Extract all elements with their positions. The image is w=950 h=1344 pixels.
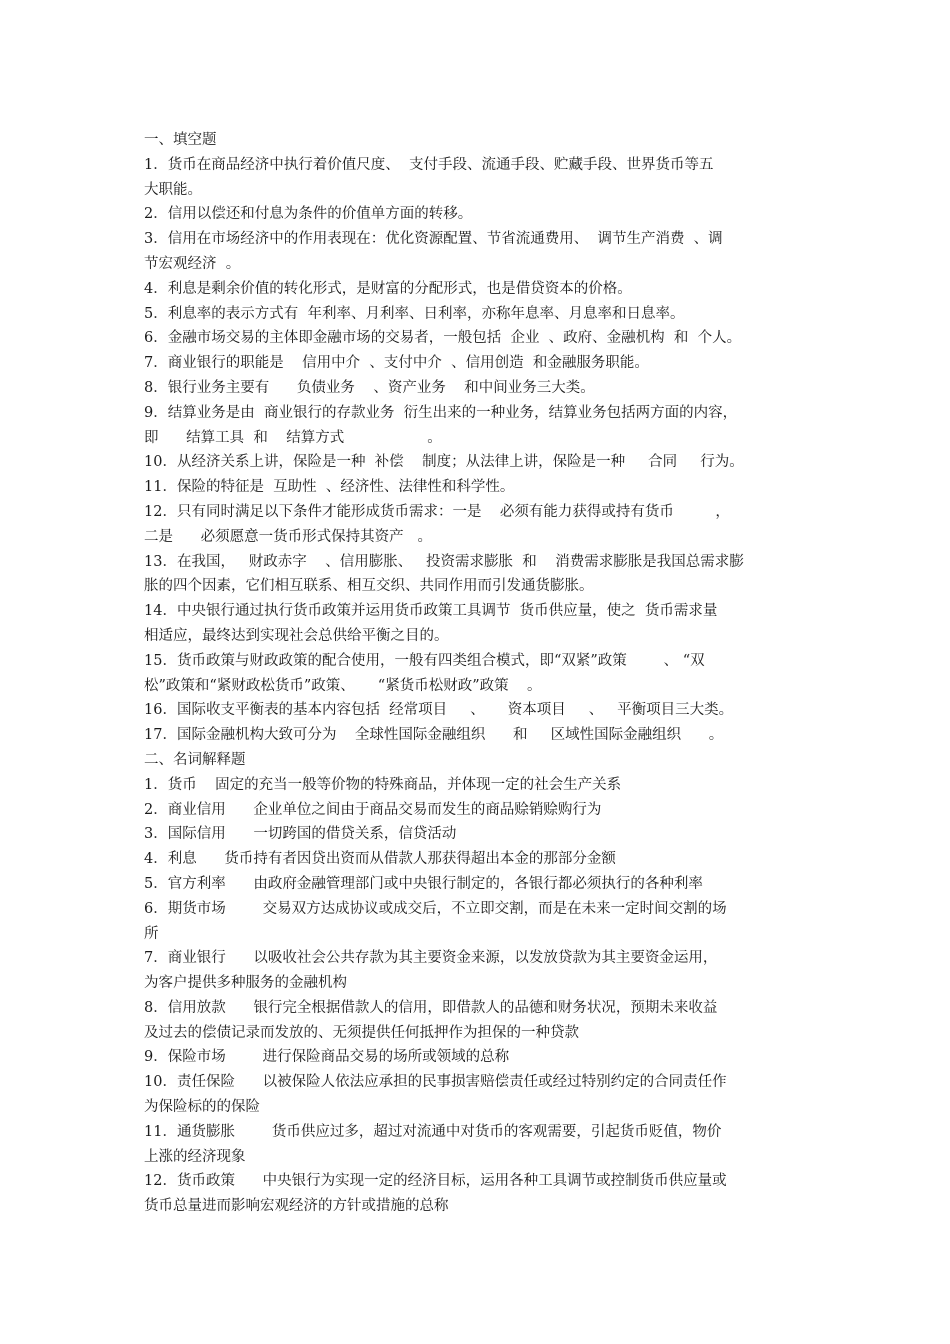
text-line: 4．利息是剩余价值的转化形式，是财富的分配形式，也是借贷资本的价格。 — [144, 280, 632, 297]
text-line: 3．信用在市场经济中的作用表现在：优化资源配置、节省流通费用、 调节生产消费 、调 — [144, 231, 723, 248]
section-heading: 二、名词解释题 — [144, 751, 246, 768]
text-line: 11．通货膨胀 货币供应过多，超过对流通中对货币的客观需要，引起货币贬值，物价 — [144, 1123, 722, 1140]
text-line: 即 结算工具 和 结算方式 。 — [144, 429, 442, 446]
text-line: 13．在我国， 财政赤字 、信用膨胀、 投资需求膨胀 和 消费需求膨胀是我国总需求膨 — [144, 553, 744, 570]
text-line: 为客户提供多种服务的金融机构 — [144, 975, 347, 992]
text-line: 3．国际信用 一切跨国的借贷关系，信贷活动 — [144, 826, 457, 843]
text-line: 1．货币 固定的充当一般等价物的特殊商品，并体现一定的社会生产关系 — [144, 776, 622, 793]
text-line: 4．利息 货币持有者因贷出资而从借款人那获得超出本金的那部分金额 — [144, 851, 616, 868]
text-line: 15．货币政策与财政政策的配合使用，一般有四类组合模式，即“双紧”政策 、 “双 — [144, 652, 705, 669]
text-line: 17．国际金融机构大致可分为 全球性国际金融组织 和 区域性国际金融组织 。 — [144, 727, 724, 744]
text-line: 为保险标的的保险 — [144, 1099, 260, 1116]
text-line: 12．货币政策 中央银行为实现一定的经济目标，运用各种工具调节或控制货币供应量或 — [144, 1173, 727, 1190]
text-line: 7．商业银行 以吸收社会公共存款为其主要资金来源，以发放贷款为其主要资金运用， — [144, 950, 718, 967]
text-line: 8．银行业务主要有 负债业务 、资产业务 和中间业务三大类。 — [144, 379, 595, 396]
text-line: 节宏观经济 。 — [144, 255, 241, 272]
text-line: 二是 必须愿意一货币形式保持其资产 。 — [144, 528, 432, 545]
text-line: 9．结算业务是由 商业银行的存款业务 衍生出来的一种业务，结算业务包括两方面的内容， — [144, 404, 738, 421]
text-line: 9．保险市场 进行保险商品交易的场所或领域的总称 — [144, 1049, 510, 1066]
text-line: 10．从经济关系上讲，保险是一种 补偿 制度；从法律上讲，保险是一种 合同 行为。 — [144, 454, 744, 471]
text-line: 松”政策和“紧财政松货币”政策、 “紧货币松财政”政策 。 — [144, 677, 542, 694]
text-line: 8．信用放款 银行完全根据借款人的信用，即借款人的品德和财务状况，预期未来收益 — [144, 999, 718, 1016]
text-line: 7．商业银行的职能是 信用中介 、支付中介 、信用创造 和金融服务职能。 — [144, 355, 649, 372]
text-line: 5．官方利率 由政府金融管理部门或中央银行制定的，各银行都必须执行的各种利率 — [144, 875, 703, 892]
text-line: 上涨的经济现象 — [144, 1148, 246, 1165]
text-line: 1．货币在商品经济中执行着价值尺度、 支付手段、流通手段、贮藏手段、世界货币等五 — [144, 156, 714, 173]
text-line: 12．只有同时满足以下条件才能形成货币需求：一是 必须有能力获得或持有货币 ， — [144, 503, 730, 520]
text-line: 11．保险的特征是 互助性 、经济性、法律性和科学性。 — [144, 479, 515, 496]
text-line: 大职能。 — [144, 181, 202, 198]
text-line: 2．信用以偿还和付息为条件的价值单方面的转移。 — [144, 206, 473, 223]
text-line: 2．商业信用 企业单位之间由于商品交易而发生的商品赊销赊购行为 — [144, 801, 602, 818]
text-line: 6．期货市场 交易双方达成协议或成交后，不立即交割，而是在未来一定时间交割的场 — [144, 900, 727, 917]
text-line: 6．金融市场交易的主体即金融市场的交易者，一般包括 企业 、政府、金融机构 和 个人。 — [144, 330, 742, 347]
text-line: 及过去的偿债记录而发放的、无须提供任何抵押作为担保的一种贷款 — [144, 1024, 579, 1041]
section-heading: 一、填空题 — [144, 132, 217, 148]
text-line: 16．国际收支平衡表的基本内容包括 经常项目 、 资本项目 、 平衡项目三大类。 — [144, 702, 734, 719]
text-line: 5．利息率的表示方式有 年利率、月利率、日利率，亦称年息率、月息率和日息率。 — [144, 305, 685, 322]
document-page — [144, 128, 814, 1219]
text-line: 相适应，最终达到实现社会总供给平衡之目的。 — [144, 627, 449, 644]
text-line: 货币总量进而影响宏观经济的方针或措施的总称 — [144, 1198, 449, 1215]
text-line: 14．中央银行通过执行货币政策并运用货币政策工具调节 货币供应量，使之 货币需求量 — [144, 603, 718, 620]
text-line: 10．责任保险 以被保险人依法应承担的民事损害赔偿责任或经过特别约定的合同责任作 — [144, 1074, 727, 1091]
text-line: 所 — [144, 925, 159, 942]
text-line: 胀的四个因素，它们相互联系、相互交织、共同作用而引发通货膨胀。 — [144, 578, 594, 595]
